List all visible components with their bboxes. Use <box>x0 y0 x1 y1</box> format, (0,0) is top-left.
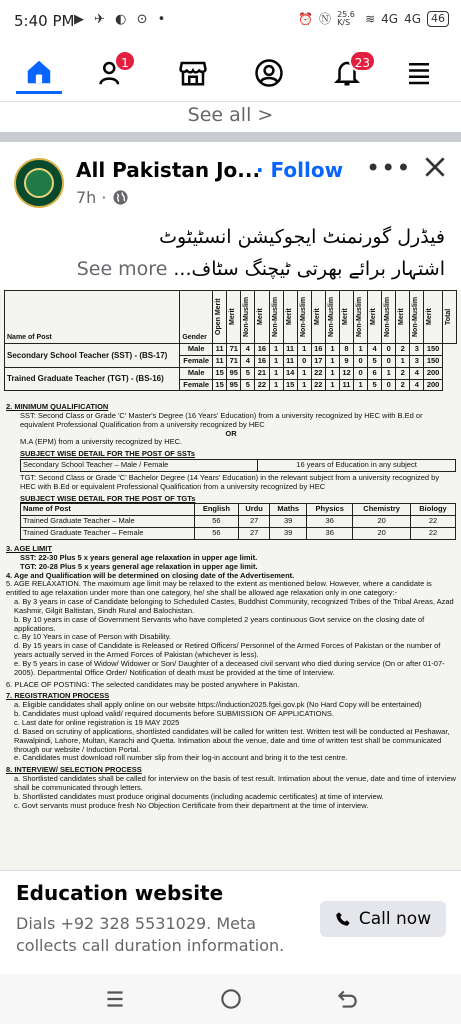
count-cell: 200 <box>424 379 443 391</box>
tgt-cell: Trained Graduate Teacher – Female <box>21 528 195 540</box>
s7-title: 7. REGISTRATION PROCESS <box>6 691 110 701</box>
tgt-cell: Trained Graduate Teacher – Male <box>21 516 195 528</box>
list-item: c. Govt servants must produce fresh No Objection Certificate from their department at the time of interview. <box>14 800 369 810</box>
tgt-header-cell: Maths <box>270 504 307 516</box>
nfc-icon: Ⓝ <box>319 12 332 26</box>
vacancy-header-cell: Open Merit <box>213 291 227 344</box>
see-all-link[interactable]: See all > <box>187 104 274 126</box>
count-cell: 1 <box>354 379 368 391</box>
s7-list <box>6 701 456 763</box>
count-cell: 4 <box>410 379 424 391</box>
count-cell: 1 <box>382 367 396 379</box>
wifi-icon: ≋ <box>365 11 376 26</box>
count-cell: 1 <box>297 344 311 356</box>
count-cell: 95 <box>227 367 241 379</box>
list-item: a. Eligible candidates shall apply online on our website https://induction2025.fgei.gov.pk (No Hard Copy will be entertained) <box>14 700 422 710</box>
tgt-cell: 36 <box>307 528 353 540</box>
count-cell: 11 <box>283 344 297 356</box>
count-cell: 3 <box>410 344 424 356</box>
caption-line-2 <box>77 258 445 280</box>
count-cell: 8 <box>339 344 353 356</box>
count-cell: 1 <box>325 355 339 367</box>
count-cell: 15 <box>213 379 227 391</box>
battery-icon: 46 <box>427 11 449 27</box>
recents-icon[interactable] <box>102 986 128 1012</box>
count-cell: 150 <box>424 344 443 356</box>
count-cell: 11 <box>213 355 227 367</box>
count-cell: 15 <box>213 367 227 379</box>
count-cell: 95 <box>227 379 241 391</box>
count-cell: 11 <box>339 379 353 391</box>
count-cell: 5 <box>368 355 382 367</box>
s2-or: OR <box>225 428 237 438</box>
home-tab[interactable] <box>16 52 62 94</box>
count-cell: 21 <box>255 367 269 379</box>
status-right-icons <box>298 10 449 27</box>
top-nav-bar <box>0 44 461 102</box>
tgt-header-cell: English <box>194 504 238 516</box>
count-cell: 6 <box>368 367 382 379</box>
s5-text: 5. AGE RELAXATION. The maximum age limit may be relaxed to the extent as mentioned below. However, where a candidate is entitled to age relaxation under more than one category, he/ she shall be allowed age relaxation only in one category:- <box>6 579 432 598</box>
s3-tgt: TGT: 20-28 Plus 5 x years general age relaxation in upper age limit. <box>20 561 258 571</box>
count-cell: 1 <box>354 344 368 356</box>
list-item: b. Candidates must upload valid/ required documents before SUBMISSION OF APPLICATIONS. <box>14 709 335 719</box>
tgt-table-header <box>21 504 456 516</box>
s5-list <box>6 598 456 678</box>
page-name[interactable]: All Pakistan Jo... <box>76 158 261 182</box>
gender-cell: Female <box>180 355 213 367</box>
vacancy-header-cell: Merit <box>227 291 241 344</box>
count-cell: 0 <box>297 355 311 367</box>
count-cell: 17 <box>311 355 325 367</box>
vacancy-header-cell: Non-Muslim <box>382 291 396 344</box>
section-2 <box>6 403 456 810</box>
tgt-header-cell: Chemistry <box>353 504 411 516</box>
post-name-cell: Secondary School Teacher (SST) - (BS-17) <box>5 344 180 368</box>
count-cell: 11 <box>213 344 227 356</box>
vacancy-header-cell: Merit <box>311 291 325 344</box>
count-cell: 1 <box>325 367 339 379</box>
gender-cell: Male <box>180 367 213 379</box>
post-caption <box>0 220 461 290</box>
vacancy-header-cell: Merit <box>255 291 269 344</box>
list-item: a. By 3 years in case of Candidate belonging to Scheduled Castes, Buddhist Community, recognized Tribes of the Tribal Areas, Azad Kashmir, Gilgit Baltistan, Sindh Rural and Balochistan. <box>14 597 454 615</box>
post-image-document[interactable] <box>0 290 461 870</box>
marketplace-tab[interactable] <box>170 52 216 94</box>
count-cell: 4 <box>368 344 382 356</box>
notifications-tab[interactable] <box>324 52 370 94</box>
s2-ma: M.A (EPM) from a university recognized by HEC. <box>20 437 183 447</box>
count-cell: 3 <box>410 355 424 367</box>
count-cell: 2 <box>396 379 410 391</box>
count-cell: 5 <box>368 379 382 391</box>
s4-text: 4. Age and Qualification will be determined on closing date of the Advertisement. <box>6 570 295 580</box>
tgt-cell: 39 <box>270 528 307 540</box>
list-item: b. Shortlisted candidates must produce original documents (including academic certificates) at time of interview. <box>14 791 384 801</box>
count-cell: 22 <box>311 379 325 391</box>
s2-sub-tgt: SUBJECT WISE DETAIL FOR THE POST OF TGTs <box>20 493 196 503</box>
vacancy-header-cell: Non-Muslim <box>269 291 283 344</box>
count-cell: 16 <box>255 344 269 356</box>
count-cell: 5 <box>241 379 255 391</box>
count-cell: 1 <box>297 367 311 379</box>
caption-line-2-text: اشتہار برائے بھرتی ٹیچنگ سٹاف... <box>173 258 445 280</box>
post-header <box>0 142 461 220</box>
tgt-cell: 20 <box>353 528 411 540</box>
friends-tab[interactable] <box>90 52 136 94</box>
count-cell: 16 <box>255 355 269 367</box>
vacancy-header-cell: Merit <box>339 291 353 344</box>
tgt-cell: 20 <box>353 516 411 528</box>
tgt-header-cell: Name of Post <box>21 504 195 516</box>
call-now-button[interactable] <box>320 901 446 937</box>
vacancy-header-cell: Merit <box>283 291 297 344</box>
sst-cell-post: Secondary School Teacher – Male / Female <box>21 460 258 472</box>
count-cell: 4 <box>410 367 424 379</box>
count-cell: 0 <box>382 379 396 391</box>
page-avatar[interactable] <box>14 158 64 208</box>
list-item: d. By 15 years in case of Candidate is Released or Retired Officers/ Personnel of the Armed Forces of Pakistan or the number of years actually served in the Armed Forces of Pakistan (whichever is less). <box>14 641 441 660</box>
ad-card <box>0 870 461 974</box>
count-cell: 1 <box>269 344 283 356</box>
notifications-badge: 23 <box>349 50 376 72</box>
count-cell: 0 <box>354 355 368 367</box>
count-cell: 9 <box>339 355 353 367</box>
signal-4g-2: 4G <box>404 11 421 26</box>
count-cell: 4 <box>241 344 255 356</box>
signal-4g-1: 4G <box>381 11 399 26</box>
gender-cell: Female <box>180 379 213 391</box>
s6-text: 6. PLACE OF POSTING: The selected candidates may be posted anywhere in Pakistan. <box>6 679 300 689</box>
gender-cell: Male <box>180 344 213 356</box>
profile-icon <box>254 58 284 88</box>
list-item: d. Based on scrutiny of applications, shortlisted candidates will be called for written test. Written test will be conducted at Peshawar, Rawalpindi, Lahore, Multan, Karachi and Quetta. Intimation about the venue, date and time of written test shall be communicated through our website / Induction Portal. <box>14 726 450 754</box>
list-item: b. By 10 years in case of Government Servants who have completed 2 years continuous Govt service on the closing date of applications. <box>14 614 425 633</box>
tgt-header-cell: Urdu <box>239 504 270 516</box>
tgt-cell: 22 <box>410 528 455 540</box>
follow-button[interactable]: · Follow <box>256 158 344 182</box>
count-cell: 1 <box>269 355 283 367</box>
list-item: c. Last date for online registration is 19 MAY 2025 <box>14 718 180 727</box>
vacancy-table-header <box>5 291 457 344</box>
status-bar <box>0 0 461 44</box>
see-more-link[interactable]: See more <box>76 258 168 280</box>
phone-icon <box>335 911 351 927</box>
s2-sst: SST: Second Class or Grade 'C' Master's Degree (16 Years' Education) from a university recognized by HEC with B.Ed or equivalent Professional Qualification from a university recognized by HEC <box>20 410 423 429</box>
count-cell: 15 <box>283 379 297 391</box>
caption-line-1: فیڈرل گورنمنٹ ایجوکیشن انسٹیٹوٹ <box>159 226 445 248</box>
table-row <box>5 344 457 356</box>
count-cell: 4 <box>241 355 255 367</box>
globe-icon <box>112 189 129 206</box>
count-cell: 150 <box>424 355 443 367</box>
count-cell: 11 <box>283 355 297 367</box>
sst-detail-table <box>20 459 456 472</box>
ad-text: Dials +92 328 5531029. Meta collects call duration information. <box>16 914 285 955</box>
tgt-cell: 56 <box>194 528 238 540</box>
count-cell: 200 <box>424 367 443 379</box>
tgt-header-cell: Physics <box>307 504 353 516</box>
s2-tgt: TGT: Second Class or Grade 'C' Bachelor Degree (14 Years' Education) in the relevant subject from a university recognized by HEC with B.Ed or equivalent Professional Qualification from a university recognized by HEC <box>20 472 440 491</box>
vacancy-header-cell: Non-Muslim <box>354 291 368 344</box>
count-cell: 2 <box>396 367 410 379</box>
s2-title: 2. MINIMUM QUALIFICATION <box>6 402 109 411</box>
count-cell: 0 <box>354 367 368 379</box>
table-row <box>21 528 456 540</box>
count-cell: 1 <box>396 355 410 367</box>
count-cell: 71 <box>227 344 241 356</box>
s8-list <box>6 775 456 810</box>
tgt-detail-table <box>20 503 456 540</box>
vacancy-header-cell: Non-Muslim <box>297 291 311 344</box>
friends-badge: 1 <box>114 50 136 72</box>
profile-tab[interactable] <box>246 52 292 94</box>
count-cell: 71 <box>227 355 241 367</box>
tgt-cell: 36 <box>307 516 353 528</box>
count-cell: 22 <box>311 367 325 379</box>
tgt-cell: 39 <box>270 516 307 528</box>
sst-cell-edu: 16 years of Education in any subject <box>258 460 456 472</box>
alarm-icon: ⏰ <box>298 11 314 26</box>
count-cell: 5 <box>241 367 255 379</box>
close-icon[interactable] <box>422 154 448 180</box>
ad-title[interactable]: Education website <box>16 881 224 905</box>
net-speed: 25.6 K/S <box>337 9 355 27</box>
vacancy-header-cell: Merit <box>368 291 382 344</box>
count-cell: 0 <box>382 355 396 367</box>
vacancy-header-cell: Name of Post <box>5 291 180 344</box>
count-cell: 12 <box>339 367 353 379</box>
tgt-cell: 27 <box>239 516 270 528</box>
count-cell: 1 <box>325 344 339 356</box>
list-item: c. By 10 Years in case of Person with Disability. <box>14 632 172 642</box>
menu-tab[interactable] <box>396 52 442 94</box>
list-item: e. By 5 years in case of Widow/ Widower or Son/ Daughter of a deceased civil servant who died during service (On or after 01-07-2005). Departmental Office Order/ Notification of death must be provided at the time of Interview. <box>14 658 445 677</box>
vacancy-header-cell: Total <box>442 291 456 344</box>
back-icon[interactable] <box>334 986 360 1012</box>
count-cell: 14 <box>283 367 297 379</box>
tgt-cell: 22 <box>410 516 455 528</box>
more-options-button[interactable]: ••• <box>366 154 412 182</box>
home-icon <box>24 57 54 87</box>
tgt-header-cell: Biology <box>410 504 455 516</box>
post-time: 7h · <box>76 188 107 207</box>
tgt-cell: 56 <box>194 516 238 528</box>
table-row <box>21 516 456 528</box>
vacancy-header-cell: Non-Muslim <box>241 291 255 344</box>
count-cell: 1 <box>269 367 283 379</box>
s3-title: 3. AGE LIMIT <box>6 543 52 553</box>
call-now-label: Call now <box>358 909 432 929</box>
vacancy-header-cell: Non-Muslim <box>325 291 339 344</box>
s8-title: 8. INTERVIEW/ SELECTION PROCESS <box>6 765 142 775</box>
count-cell: 2 <box>396 344 410 356</box>
vacancy-header-cell: Non-Muslim <box>410 291 424 344</box>
home-button-icon[interactable] <box>218 986 244 1012</box>
vacancy-table <box>4 290 457 391</box>
s3-sst: SST: 22-30 Plus 5 x years general age relaxation in upper age limit. <box>20 552 258 562</box>
vacancy-header-cell: Merit <box>396 291 410 344</box>
post-name-cell: Trained Graduate Teacher (TGT) - (BS-16) <box>5 367 180 391</box>
notification-icons: ▶ ✈ ◐ ⊙ • <box>74 12 169 27</box>
system-nav-bar <box>0 974 461 1024</box>
feed-separator <box>0 132 461 142</box>
tgt-cell: 27 <box>239 528 270 540</box>
menu-icon <box>404 58 434 88</box>
vacancy-header-cell: Merit <box>424 291 443 344</box>
tgt-table-body <box>21 516 456 540</box>
list-item: a. Shortlisted candidates shall be called for interview on the basis of test result. Intimation about the venue, date and time of interview shall be communicated through letters. <box>14 774 456 792</box>
list-item: e. Candidates must download roll number slip from their log-in account and bring it to the test centre. <box>14 753 348 763</box>
count-cell: 1 <box>325 379 339 391</box>
status-time: 5:40 PM <box>14 12 75 30</box>
vacancy-table-body <box>5 344 457 391</box>
count-cell: 16 <box>311 344 325 356</box>
count-cell: 1 <box>269 379 283 391</box>
vacancy-header-cell: Gender <box>180 291 213 344</box>
count-cell: 22 <box>255 379 269 391</box>
s2-sub-sst: SUBJECT WISE DETAIL FOR THE POST OF SSTs <box>20 449 196 459</box>
emblem-icon <box>24 168 54 198</box>
count-cell: 1 <box>297 379 311 391</box>
count-cell: 0 <box>382 344 396 356</box>
marketplace-icon <box>178 58 208 88</box>
table-row <box>5 367 457 379</box>
